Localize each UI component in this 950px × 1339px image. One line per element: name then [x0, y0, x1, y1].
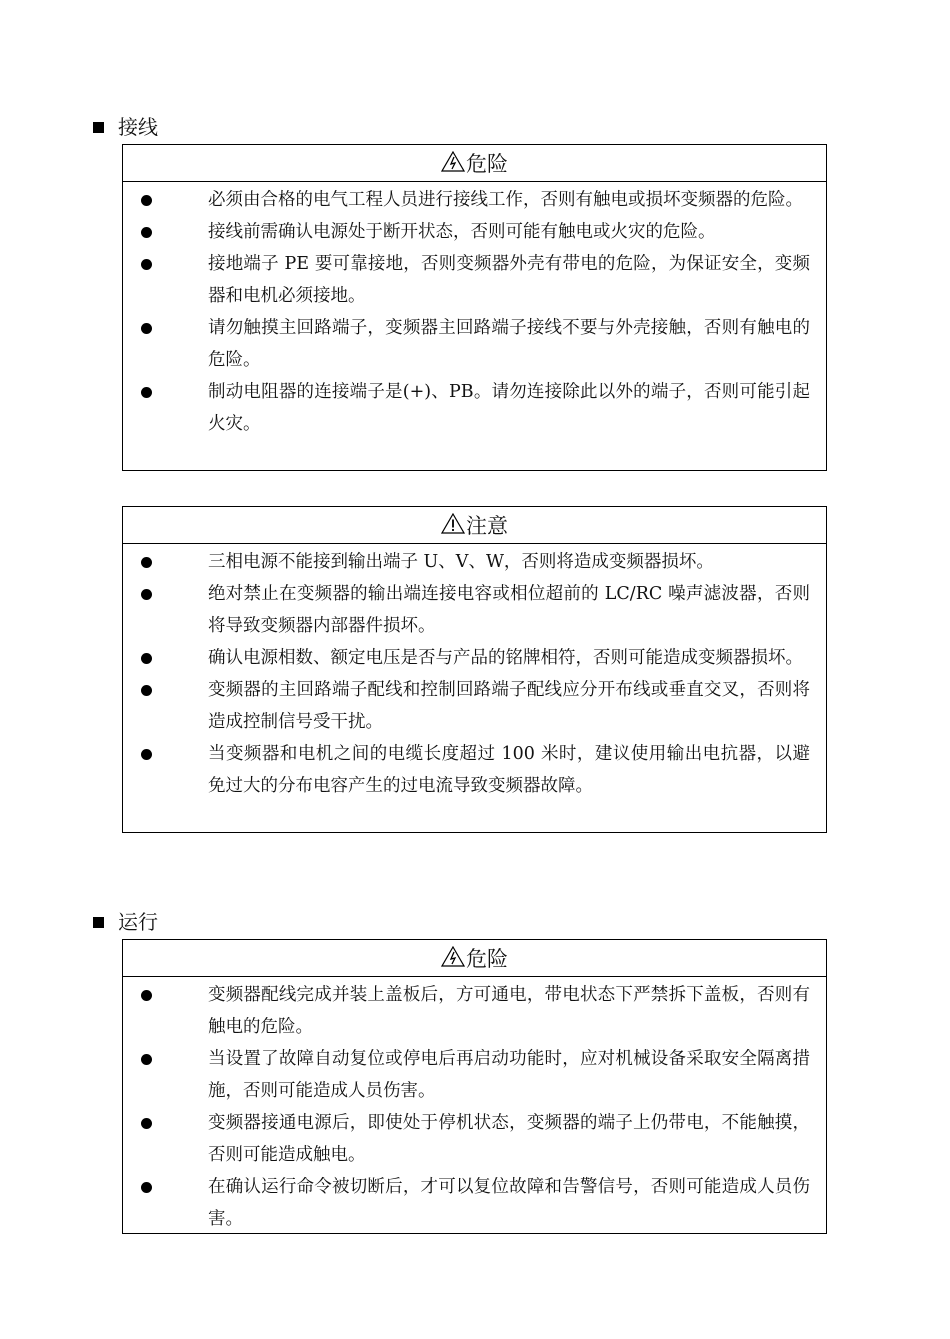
- bullet-dot-icon: [123, 979, 208, 1043]
- bullet-dot-icon: [123, 216, 208, 248]
- bullet-dot-icon: [123, 184, 208, 216]
- list-item: 制动电阻器的连接端子是(+)、PB。请勿连接除此以外的端子，否则可能引起火灾。: [123, 376, 826, 440]
- list-item: 当变频器和电机之间的电缆长度超过 100 米时，建议使用输出电抗器，以避免过大的分布电容产生的过电流导致变频器故障。: [123, 738, 826, 802]
- caution-box-wiring: [122, 506, 827, 833]
- list-item: 必须由合格的电气工程人员进行接线工作，否则有触电或损坏变频器的危险。: [123, 184, 826, 216]
- list-item: 接地端子 PE 要可靠接地，否则变频器外壳有带电的危险，为保证安全，变频器和电机必须接地。: [123, 248, 826, 312]
- bullet-dot-icon: [123, 546, 208, 578]
- box-header: [123, 940, 826, 977]
- section-title: 接线: [118, 115, 158, 139]
- box-title: 危险: [466, 152, 508, 176]
- bullet-dot-icon: [123, 738, 208, 802]
- item-list: [123, 544, 826, 804]
- square-bullet-icon: [93, 917, 104, 928]
- box-title: 危险: [466, 947, 508, 971]
- box-title: 注意: [466, 514, 508, 538]
- section-title: 运行: [118, 910, 158, 934]
- list-item: 请勿触摸主回路端子，变频器主回路端子接线不要与外壳接触，否则有触电的危险。: [123, 312, 826, 376]
- list-item: 变频器接通电源后，即使处于停机状态，变频器的端子上仍带电，不能触摸，否则可能造成触电。: [123, 1107, 826, 1171]
- bullet-dot-icon: [123, 642, 208, 674]
- box-header: [123, 145, 826, 182]
- bullet-dot-icon: [123, 578, 208, 642]
- danger-box-wiring: [122, 144, 827, 471]
- section-heading-wiring: [93, 115, 158, 139]
- list-item: 接线前需确认电源处于断开状态，否则可能有触电或火灾的危险。: [123, 216, 826, 248]
- bullet-dot-icon: [123, 1043, 208, 1107]
- list-item: 变频器的主回路端子配线和控制回路端子配线应分开布线或垂直交叉，否则将造成控制信号受干扰。: [123, 674, 826, 738]
- list-item: 绝对禁止在变频器的输出端连接电容或相位超前的 LC/RC 噪声滤波器，否则将导致变频器内部器件损坏。: [123, 578, 826, 642]
- bullet-dot-icon: [123, 312, 208, 376]
- list-item: 确认电源相数、额定电压是否与产品的铭牌相符，否则可能造成变频器损坏。: [123, 642, 826, 674]
- square-bullet-icon: [93, 122, 104, 133]
- electric-hazard-icon: [441, 151, 465, 172]
- danger-box-operation: [122, 939, 827, 1234]
- item-list: [123, 182, 826, 442]
- box-header: [123, 507, 826, 544]
- list-item: 变频器配线完成并装上盖板后，方可通电，带电状态下严禁拆下盖板，否则有触电的危险。: [123, 979, 826, 1043]
- bullet-dot-icon: [123, 1107, 208, 1171]
- list-item: 当设置了故障自动复位或停电后再启动功能时，应对机械设备采取安全隔离措施，否则可能造成人员伤害。: [123, 1043, 826, 1107]
- bullet-dot-icon: [123, 1171, 208, 1235]
- electric-hazard-icon: [441, 946, 465, 967]
- warning-icon: [441, 513, 465, 534]
- item-list: [123, 977, 826, 1237]
- bullet-dot-icon: [123, 248, 208, 312]
- bullet-dot-icon: [123, 376, 208, 440]
- bullet-dot-icon: [123, 674, 208, 738]
- section-heading-operation: [93, 910, 158, 934]
- list-item: 三相电源不能接到输出端子 U、V、W，否则将造成变频器损坏。: [123, 546, 826, 578]
- list-item: 在确认运行命令被切断后，才可以复位故障和告警信号，否则可能造成人员伤害。: [123, 1171, 826, 1235]
